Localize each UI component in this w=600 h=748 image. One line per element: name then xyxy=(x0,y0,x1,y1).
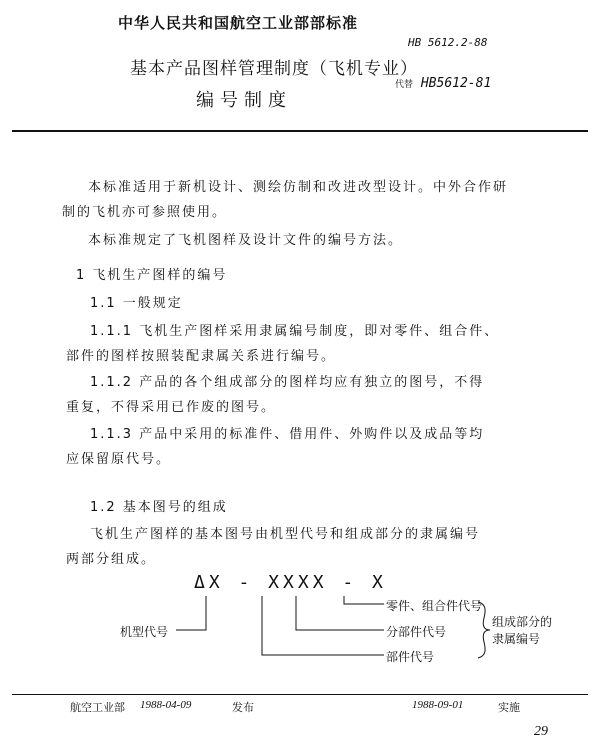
effective-date: 1988-09-01 xyxy=(412,699,464,711)
document-title: 基本产品图样管理制度（飞机专业） xyxy=(130,59,418,79)
intro-paragraph-2: 本标准规定了飞机图样及设计文件的编号方法。 xyxy=(88,233,404,248)
clause-1-1-3-line-2: 应保留原代号。 xyxy=(66,452,172,467)
drawing-number-format: ΔX - XXXX - X xyxy=(194,572,387,593)
footer-divider xyxy=(12,694,588,695)
section-1-1-heading: 1.1 一般规定 xyxy=(90,296,183,311)
subordinate-numbering-label: 组成部分的隶属编号 xyxy=(492,615,553,646)
issued-by: 航空工业部 xyxy=(70,702,125,714)
subsection-code-label: 分部件代号 xyxy=(386,625,447,639)
clause-1-2-line-2: 两部分组成。 xyxy=(66,552,157,567)
subsection-leader xyxy=(296,596,384,630)
replaces-number: HB5612-81 xyxy=(420,76,492,91)
clause-1-1-1-line-2: 部件的图样按照装配隶属关系进行编号。 xyxy=(66,349,337,364)
model-code-leader xyxy=(176,596,206,630)
section-1-heading: 1 飞机生产图样的编号 xyxy=(76,268,228,283)
section-code-label: 部件代号 xyxy=(386,650,435,664)
standard-number: HB 5612.2-88 xyxy=(408,36,488,49)
clause-1-1-1-line-1: 1.1.1 飞机生产图样采用隶属编号制度，即对零件、组合件、 xyxy=(90,324,500,339)
intro-paragraph-1-line-1: 本标准适用于新机设计、测绘仿制和改进改型设计。中外合作研 xyxy=(88,180,509,195)
part-assembly-leader xyxy=(344,596,384,604)
intro-paragraph-1-line-2: 制的飞机亦可参照使用。 xyxy=(62,205,228,220)
clause-1-2-line-1: 飞机生产图样的基本图号由机型代号和组成部分的隶属编号 xyxy=(90,527,481,542)
model-code-label: 机型代号 xyxy=(120,625,169,639)
document-subtitle: 编号制度 xyxy=(196,90,292,111)
clause-1-1-2-line-1: 1.1.2 产品的各个组成部分的图样均应有独立的图号，不得 xyxy=(90,375,485,390)
clause-1-1-2-line-2: 重复，不得采用已作废的图号。 xyxy=(66,400,277,415)
part-assembly-code-label: 零件、组合件代号 xyxy=(386,599,483,613)
page-number: 29 xyxy=(534,724,548,739)
issuing-organization: 中华人民共和国航空工业部部标准 xyxy=(118,14,359,32)
clause-1-1-3-line-1: 1.1.3 产品中采用的标准件、借用件、外购件以及成品等均 xyxy=(90,427,485,442)
effective-label: 实施 xyxy=(498,702,520,714)
issue-label: 发布 xyxy=(232,702,254,714)
section-leader xyxy=(262,596,384,655)
issue-date: 1988-04-09 xyxy=(140,699,192,711)
replaces-label: 代替 xyxy=(395,80,414,90)
section-1-2-heading: 1.2 基本图号的组成 xyxy=(90,500,228,515)
